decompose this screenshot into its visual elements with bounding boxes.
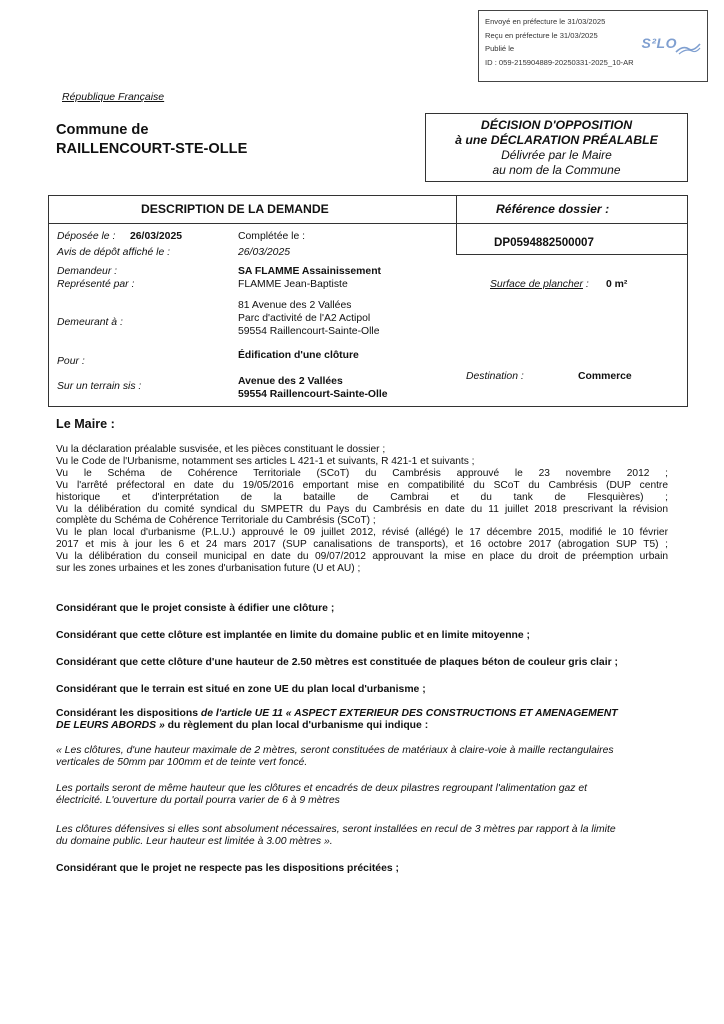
considerant-6: Considérant que le projet ne respecte pas les dispositions précitées ; (56, 863, 399, 874)
stamp-publie: Publié le (485, 44, 515, 54)
commune-line1: Commune de (56, 122, 149, 138)
deposee-label: Déposée le : (57, 231, 116, 242)
vu-line: complète du Schéma de Cohérence Territoriale du Cambrésis (SCoT) ; (56, 515, 376, 527)
demandeur-label: Demandeur : (57, 266, 118, 277)
destination-value: Commerce (578, 371, 632, 382)
request-title: DESCRIPTION DE LA DEMANDE (141, 202, 329, 216)
terrain-line1: Avenue des 2 Vallées (238, 376, 343, 387)
surface-sep: : (583, 279, 589, 290)
republique-francaise: République Française (62, 91, 165, 103)
vu-line: sur les zones urbaines et les zones d'urbanisation future (U et AU) ; (56, 563, 361, 575)
commune-name (56, 121, 247, 159)
vu-line: Vu la délibération du conseil municipal en date du 09/07/2012 approuvant la mise en place du droit de préemption urbain (56, 551, 668, 563)
swoosh-icon (675, 43, 701, 55)
considerant-5-b: de l'article UE 11 « ASPECT EXTERIEUR DES CONSTRUCTIONS ET AMENAGEMENT (200, 708, 618, 719)
reference-title: Référence dossier : (496, 202, 610, 216)
decision-line1: DÉCISION D'OPPOSITION (480, 118, 633, 132)
stamp-id: ID : 059-215904889-20250331-2025_10-AR (485, 57, 634, 67)
destination-label: Destination : (466, 371, 524, 382)
quote-2-line1: Les portails seront de même hauteur que les clôtures et encadrés de deux pilastres regroupant l'alimentation gaz et (56, 783, 588, 794)
vu-line: Vu la délibération du comité syndical du SMPETR du Pays du Cambrésis en date du 11 juillet 2018 prescrivant la révision (56, 503, 668, 515)
quote-defensives (56, 824, 668, 849)
vu-line: 2017 et mis à jour les 6 et 24 mars 2017 (SUP canalisations de transports), et 16 octobre 2017 (abrogation SUP T5) ; (56, 539, 668, 551)
stamp-envoye: Envoyé en préfecture le 31/03/2025 (485, 17, 606, 26)
demandeur-value: SA FLAMME Assainissement (238, 266, 381, 277)
considerant-3: Considérant que cette clôture d'une hauteur de 2.50 mètres est constituée de plaques béton de couleur gris clair ; (56, 657, 618, 668)
quote-3-line2: du domaine public. Leur hauteur est limitée à 3.00 mètres ». (56, 836, 333, 848)
vu-line: Vu l'arrêté préfectoral en date du 19/05/2016 emportant mise en compatibilité du SCoT du Cambrésis (DUP centre (56, 479, 668, 491)
request-description-table (48, 195, 688, 407)
considerant-4: Considérant que le terrain est situé en zone UE du plan local d'urbanisme ; (56, 684, 426, 695)
pour-label: Pour : (57, 356, 85, 367)
decision-line4: au nom de la Commune (492, 163, 621, 177)
prefecture-stamp (478, 10, 708, 82)
considerant-2: Considérant que cette clôture est implantée en limite du domaine public et en limite mitoyenne ; (56, 630, 531, 641)
quote-clotures (56, 745, 668, 770)
avis-label: Avis de dépôt affiché le : (57, 247, 171, 258)
completee-label: Complétée le : (238, 231, 305, 242)
decision-line2: à une DÉCLARATION PRÉALABLE (455, 133, 658, 147)
quote-1-line2: verticales de 50mm par 100mm et de teinte vert foncé. (56, 757, 308, 769)
vu-line: Vu le Schéma de Cohérence Territoriale (SCoT) du Cambrésis approuvé le 23 novembre 2012 ; (56, 467, 668, 479)
reference-number: DP0594882500007 (494, 236, 594, 249)
demeurant-label: Demeurant à : (57, 317, 123, 328)
vu-line: Vu la déclaration préalable susvisée, et les pièces constituant le dossier ; (56, 444, 386, 455)
vu-line: Vu le Code de l'Urbanisme, notamment ses articles L 421-1 et suivants, R 421-1 et suivants ; (56, 455, 475, 467)
le-maire-heading: Le Maire : (56, 417, 115, 431)
vu-line: Vu le plan local d'urbanisme (P.L.U.) approuvé le 09 juillet 2012, révisé (allégé) le 17 décembre 2015, modifié le 10 février (56, 527, 668, 539)
decision-title-box (425, 113, 688, 182)
represente-label: Représenté par : (57, 279, 135, 290)
deposee-value: 26/03/2025 (130, 231, 183, 242)
represente-value: FLAMME Jean-Baptiste (238, 279, 348, 290)
terrain-line2: 59554 Raillencourt-Sainte-Olle (238, 389, 388, 400)
completee-value: 26/03/2025 (238, 247, 291, 258)
address-line2: Parc d'activité de l'A2 Actipol (238, 313, 371, 324)
terrain-label: Sur un terrain sis : (57, 381, 142, 392)
address-line1: 81 Avenue des 2 Vallées (238, 300, 352, 311)
quote-portails (56, 783, 668, 808)
considerant-5-a: Considérant les dispositions (56, 708, 201, 719)
surface-field (490, 278, 589, 291)
stamp-recu: Reçu en préfecture le 31/03/2025 (485, 30, 598, 40)
commune-line2: RAILLENCOURT-STE-OLLE (56, 141, 248, 157)
considerant-5-c: DE LEURS ABORDS » (56, 720, 165, 732)
s2lo-logo: S²LO (641, 35, 677, 51)
considerant-5 (56, 708, 668, 733)
considerant-5-d: du règlement du plan local d'urbanisme qui indique : (164, 720, 429, 732)
quote-1-line1: « Les clôtures, d'une hauteur maximale de 2 mètres, seront constituées de matériaux à claire-voie à maille rectangulaires (56, 745, 614, 756)
surface-label: Surface de plancher (490, 279, 583, 290)
vu-line: historique et d'interprétation de la bataille de Cambrai et du tank de Flesquières) ; (56, 491, 668, 503)
quote-3-line1: Les clôtures défensives si elles sont absolument nécessaires, seront installées en recul de 3 mètres par rapport à la limite (56, 824, 616, 835)
address-line3: 59554 Raillencourt-Sainte-Olle (238, 326, 380, 337)
pour-value: Édification d'une clôture (238, 350, 359, 361)
surface-value: 0 m² (606, 279, 628, 290)
considerant-1: Considérant que le projet consiste à édifier une clôture ; (56, 603, 335, 614)
quote-2-line2: électricité. L'ouverture du portail pourra varier de 6 à 9 mètres (56, 795, 340, 807)
vu-list (56, 444, 668, 575)
decision-line3: Délivrée par le Maire (501, 148, 612, 162)
